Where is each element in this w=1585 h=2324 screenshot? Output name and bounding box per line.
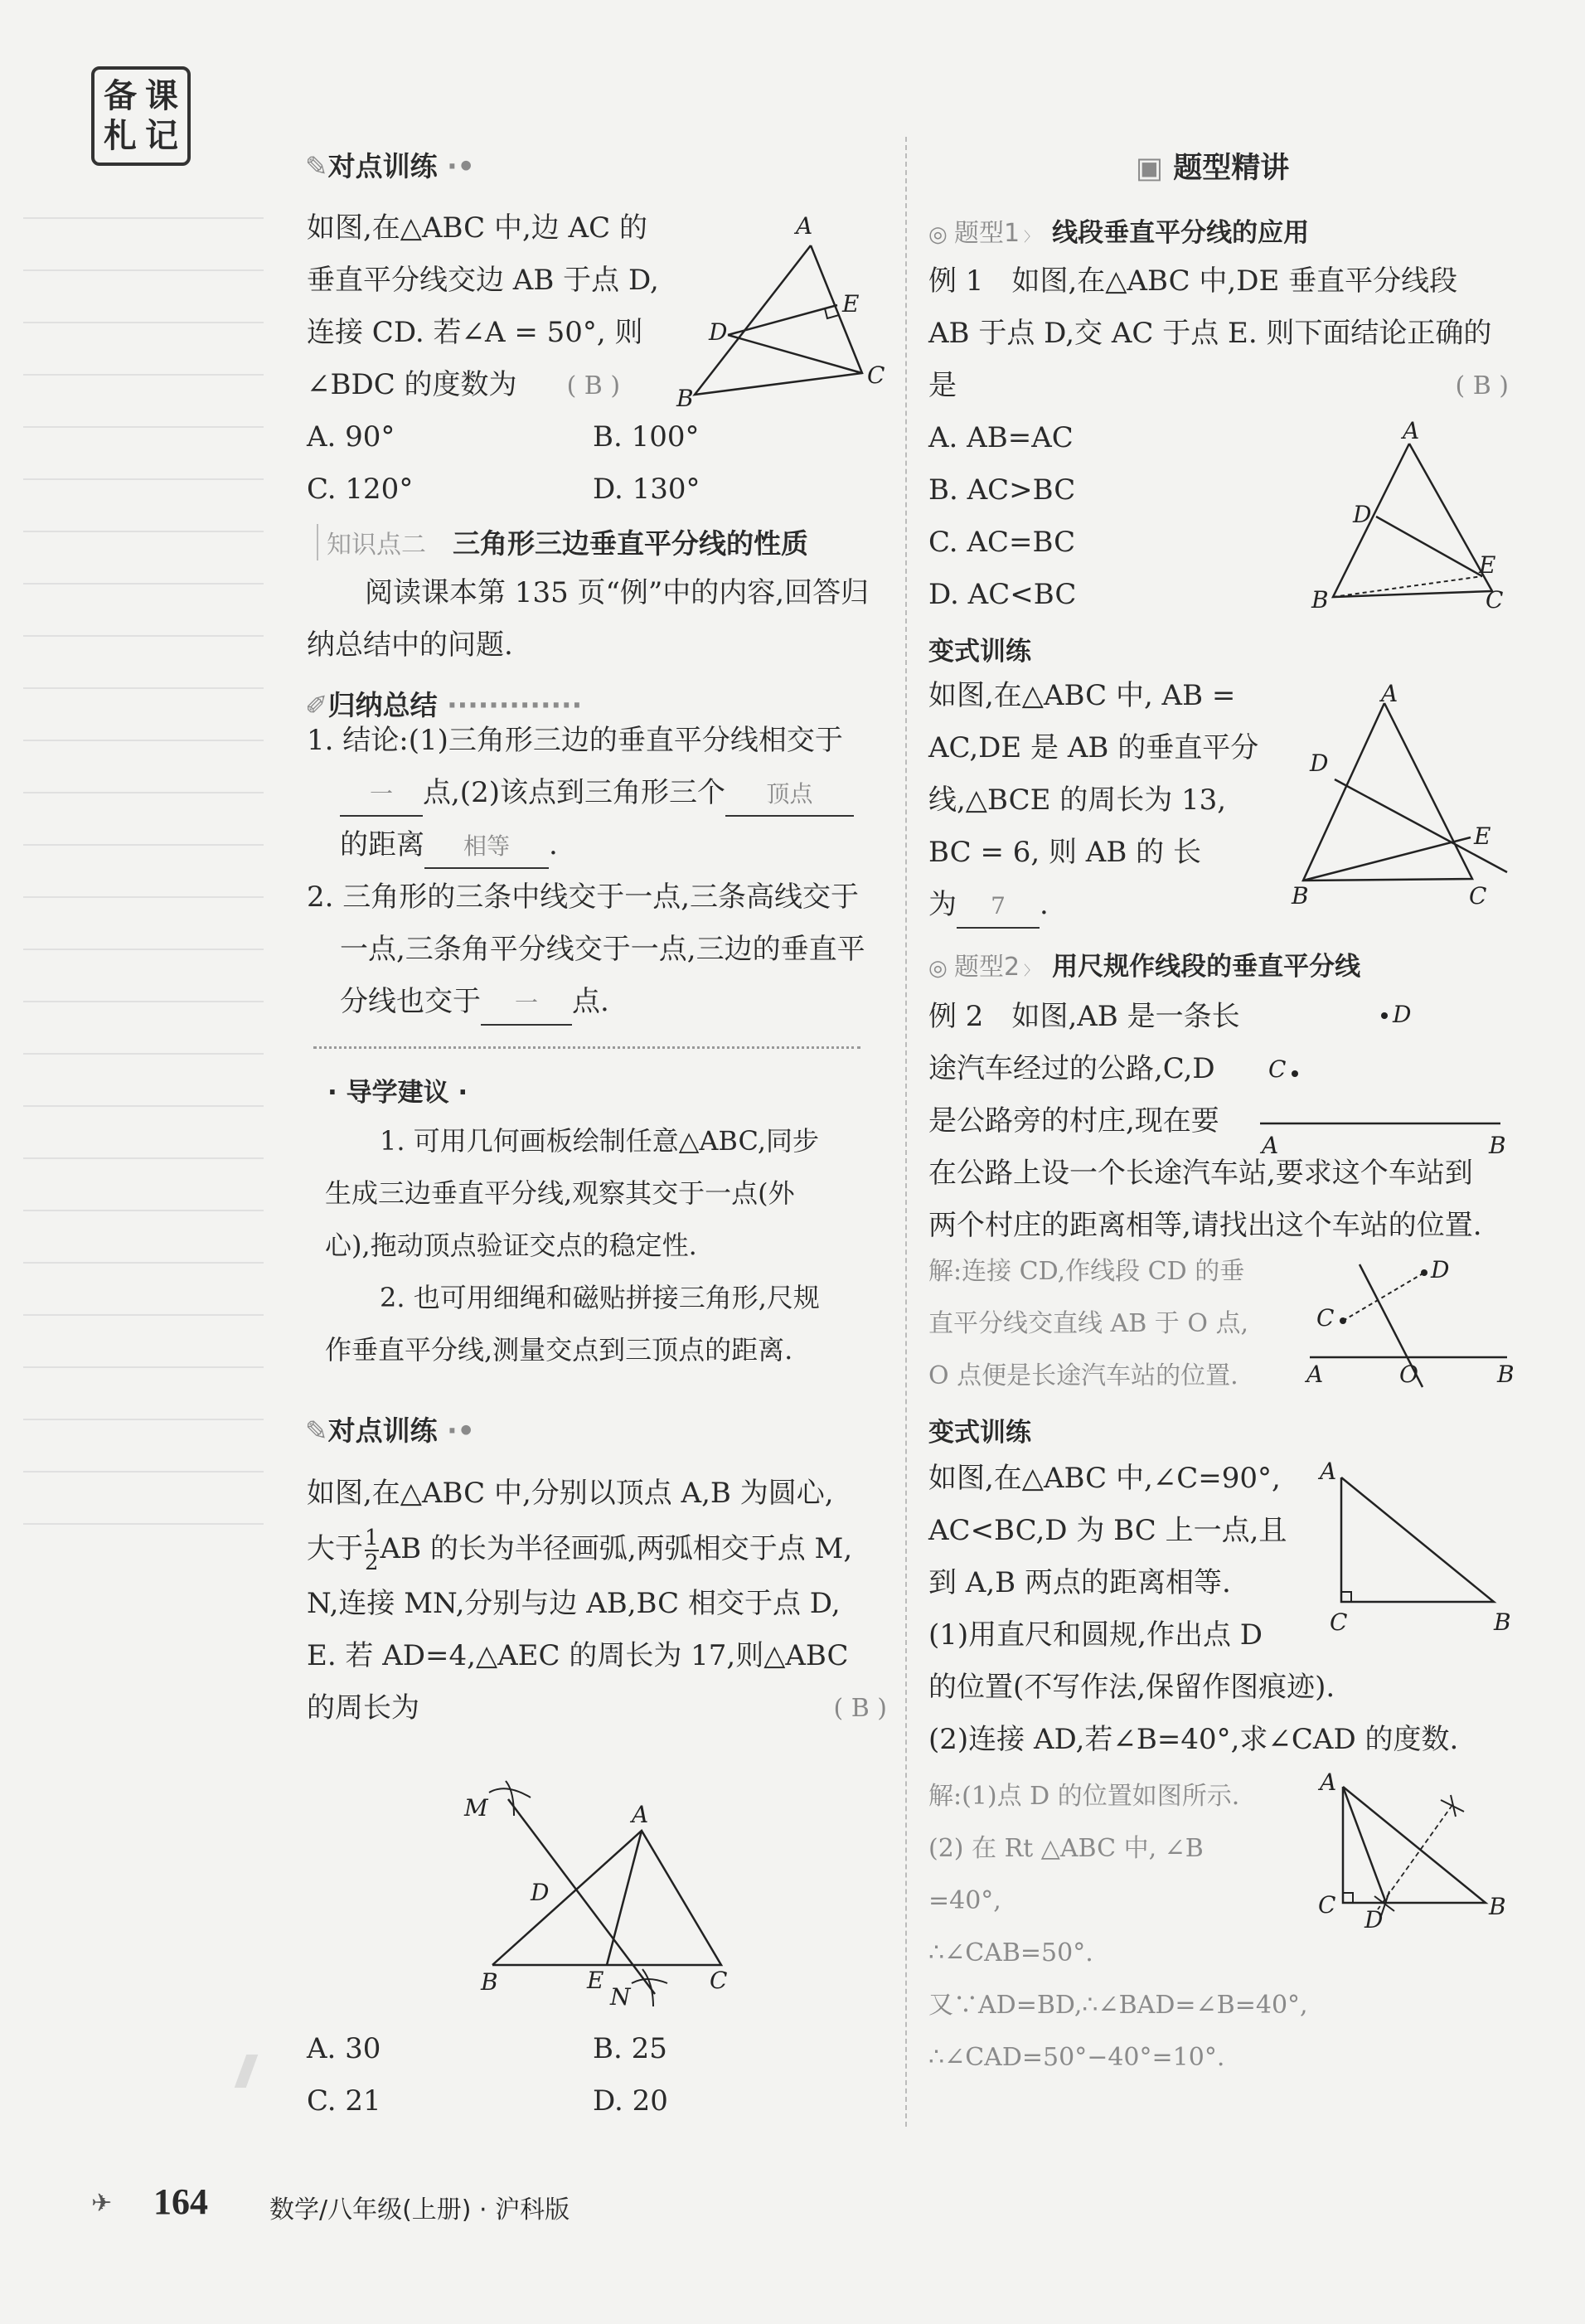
svg-text:D: D (531, 1879, 550, 1906)
svg-text:A: A (1381, 680, 1398, 707)
train2-text: 如图,在△ABC 中,分别以顶点 A,B 为圆心, 大于 $\frac{1}{2}$ AB 的长为半径画弧,两弧相交于点 M, N,连接 MN,分别与边 AB,BC 相交于点 D, E. 若 AD=4,△AEC 的周长为 17,则△ABC 的周长为 ( B ) (307, 1468, 887, 1735)
var1-heading: 变式训练 (928, 637, 1031, 667)
ex2-figure (1243, 991, 1525, 1165)
ex1-text: 例 1 如图,在△ABC 中,DE 垂直平分线段 AB 于点 D,交 AC 于点 E. 则下面结论正确的 是 ( B ) A. AB=AC B. AC>BC C. AC=BC D. AC<BC (928, 264, 1509, 611)
svg-text:B: B (481, 1968, 498, 1996)
ex2-text: 例 2 如图,AB 是一条长 途汽车经过的公路,C,D 是公路旁的村庄,现在要 在公路上设一个长途汽车站,要求这个车站到 两个村庄的距离相等,请找出这个车站的位置. (928, 1000, 1482, 1242)
note-rule-line (23, 1419, 264, 1420)
note-rule-line (23, 1210, 264, 1211)
pencil-icon: ✎ (305, 150, 328, 182)
svg-text:D: D (709, 318, 728, 346)
section-title: ▣ 题型精讲 (1136, 152, 1290, 185)
train2-figure (448, 1766, 763, 2006)
ex1-answer: ( B ) (1455, 371, 1509, 400)
blank-2[interactable]: 顶点 (725, 774, 854, 817)
svg-text:N: N (610, 1983, 631, 2006)
summary-heading: ✐归纳总结 ············· (305, 689, 583, 721)
svg-text:D: D (1431, 1256, 1450, 1283)
svg-text:C: C (1316, 1304, 1335, 1332)
svg-text:B: B (1489, 1132, 1506, 1159)
blank-3[interactable]: 相等 (424, 826, 549, 869)
stamp-char: 记 (145, 116, 178, 155)
sol2-text: 解:连接 CD,作线段 CD 的垂 直平分线交直线 AB 于 O 点, O 点便是长途汽车站的位置. (928, 1257, 1248, 1390)
svg-text:D: D (1364, 1906, 1384, 1933)
note-rule-line (23, 478, 264, 480)
svg-text:A: A (796, 212, 813, 240)
ex1-figure (1301, 419, 1525, 618)
note-rule-line (23, 949, 264, 950)
var2-figure (1310, 1459, 1534, 1650)
note-rule-line (23, 896, 264, 898)
svg-text:B: B (1489, 1893, 1506, 1920)
svg-text:M: M (464, 1794, 488, 1822)
svg-text:A: A (1403, 419, 1420, 444)
svg-text:O: O (1399, 1361, 1418, 1388)
note-rule-line (23, 269, 264, 271)
note-rule-line (23, 1157, 264, 1159)
svg-text:C: C (1469, 882, 1487, 910)
svg-text:C: C (710, 1967, 728, 1994)
train2-options: A. 30 B. 25 C. 21 D. 20 (307, 2032, 668, 2118)
train1-heading: ✎对点训练 ·• (305, 150, 475, 182)
svg-text:B: B (1494, 1608, 1511, 1636)
svg-text:C: C (1318, 1891, 1336, 1919)
svg-text:D: D (1353, 501, 1372, 528)
svg-text:A: A (1320, 1768, 1337, 1796)
note-rule-line (23, 1523, 264, 1525)
train1-text: 如图,在△ABC 中,边 AC 的 垂直平分线交边 AB 于点 D, 连接 CD. 若∠A = 50°, 则 ∠BDC 的度数为 ( B ) (307, 211, 659, 401)
note-rule-line (23, 217, 264, 219)
note-rule-line (23, 1314, 264, 1316)
svg-text:E: E (1474, 822, 1491, 850)
var1-blank[interactable]: 7 (957, 885, 1040, 929)
column-divider (905, 137, 907, 2127)
svg-text:C: C (1486, 586, 1504, 614)
book-icon: ▣ (1136, 152, 1164, 185)
var1-figure (1285, 680, 1534, 912)
var2-heading: 变式训练 (928, 1418, 1031, 1448)
sol2-figure (1301, 1248, 1534, 1393)
note-rule-line (23, 1471, 264, 1473)
svg-text:E: E (842, 290, 860, 318)
train1-figure (671, 207, 895, 415)
train2-heading: ✎对点训练 ·• (305, 1414, 475, 1447)
page-number: 164 (153, 2181, 208, 2222)
svg-text:D: D (1310, 750, 1329, 777)
svg-text:A: A (1262, 1132, 1279, 1159)
note-rule-line (23, 740, 264, 741)
kp2-text: 阅读课本第 135 页“例”中的内容,回答归 纳总结中的问题. (307, 576, 870, 662)
blank-1[interactable]: 一 (340, 774, 423, 817)
blank-4[interactable]: 一 (481, 982, 572, 1026)
svg-text:C: C (867, 361, 885, 389)
note-rule-line (23, 792, 264, 793)
note-rule-line (23, 635, 264, 637)
type2-title: ◎ 题型2 〉 用尺规作线段的垂直平分线 (928, 952, 1361, 982)
stamp-char: 课 (145, 76, 178, 115)
svg-text:D: D (1393, 1001, 1412, 1028)
book-title: 数学/八年级(上册) · 沪科版 (269, 2195, 570, 2225)
svg-text:B: B (1292, 882, 1309, 910)
advice-text: 1. 可用几何画板绘制任意△ABC,同步 生成三边垂直平分线,观察其交于一点(外 心),拖动顶点验证交点的稳定性. 2. 也可用细绳和磁贴拼接三角形,尺规 作垂直平分线,测量交点到三顶点的距离. (325, 1125, 820, 1366)
note-rule-line (23, 1105, 264, 1107)
advice-heading: · 导学建议 · (327, 1078, 468, 1108)
notes-stamp (91, 66, 191, 166)
svg-text:B: B (1497, 1361, 1515, 1388)
train2-answer: ( B ) (833, 1694, 887, 1723)
note-rule-line (23, 322, 264, 323)
svg-text:A: A (1320, 1459, 1337, 1485)
svg-text:C: C (1330, 1608, 1348, 1636)
var2-text: 如图,在△ABC 中,∠C=90°, AC<BC,D 为 BC 上一点,且 到 A,B 两点的距离相等. (1)用直尺和圆规,作出点 D 的位置(不写作法,保留作图痕迹). (2)连接 AD,若∠B=40°,求∠CAD 的度数. (928, 1462, 1459, 1756)
stamp-char: 札 (104, 116, 137, 155)
var1-text: 如图,在△ABC 中, AB = AC,DE 是 AB 的垂直平分 线,△BCE 的周长为 13, BC = 6, 则 AB 的 长 为 7 . (928, 670, 1258, 931)
kp2-title: 知识点二 三角形三边垂直平分线的性质 (317, 522, 808, 561)
svg-text:A: A (1306, 1361, 1324, 1388)
note-rule-line (23, 426, 264, 428)
note-rule-line (23, 1053, 264, 1055)
summary-text: 1. 结论:(1)三角形三边的垂直平分线相交于 一 点,(2)该点到三角形三个 顶点 的距离 相等 . 2. 三角形的三条中线交于一点,三条高线交于 一点,三条角平分线交于一点,三边的垂直平 分线也交于 一 点. (307, 715, 865, 1028)
train1-answer: ( B ) (566, 371, 621, 400)
note-rule-line (23, 1262, 264, 1264)
stamp-char: 备 (104, 76, 137, 115)
sol3-figure (1301, 1762, 1534, 1944)
note-rule-line (23, 374, 264, 376)
arrow-icon: ✈ (91, 2189, 113, 2218)
note-rule-line (23, 583, 264, 585)
note-rule-line (23, 687, 264, 689)
svg-text:E: E (587, 1967, 604, 1994)
svg-text:A: A (632, 1801, 649, 1828)
corner-mark (235, 2055, 292, 2088)
svg-text:B: B (676, 385, 694, 412)
train1-options: A. 90° B. 100° C. 120° D. 130° (307, 420, 700, 506)
svg-text:C: C (1268, 1055, 1287, 1083)
svg-text:E: E (1479, 551, 1496, 579)
svg-text:B: B (1311, 586, 1329, 614)
note-rule-line (23, 531, 264, 532)
type1-title: ◎ 题型1 〉 线段垂直平分线的应用 (928, 218, 1310, 248)
note-rule-line (23, 1001, 264, 1002)
note-rule-line (23, 844, 264, 846)
note-rule-line (23, 1366, 264, 1368)
sol3-text: 解:(1)点 D 的位置如图所示. (2) 在 Rt △ABC 中, ∠B =40°, ∴∠CAB=50°. 又∵AD=BD,∴∠BAD=∠B=40°, ∴∠CAD=50°−40°=10°. (928, 1782, 1308, 2072)
advice-divider (313, 1046, 860, 1049)
